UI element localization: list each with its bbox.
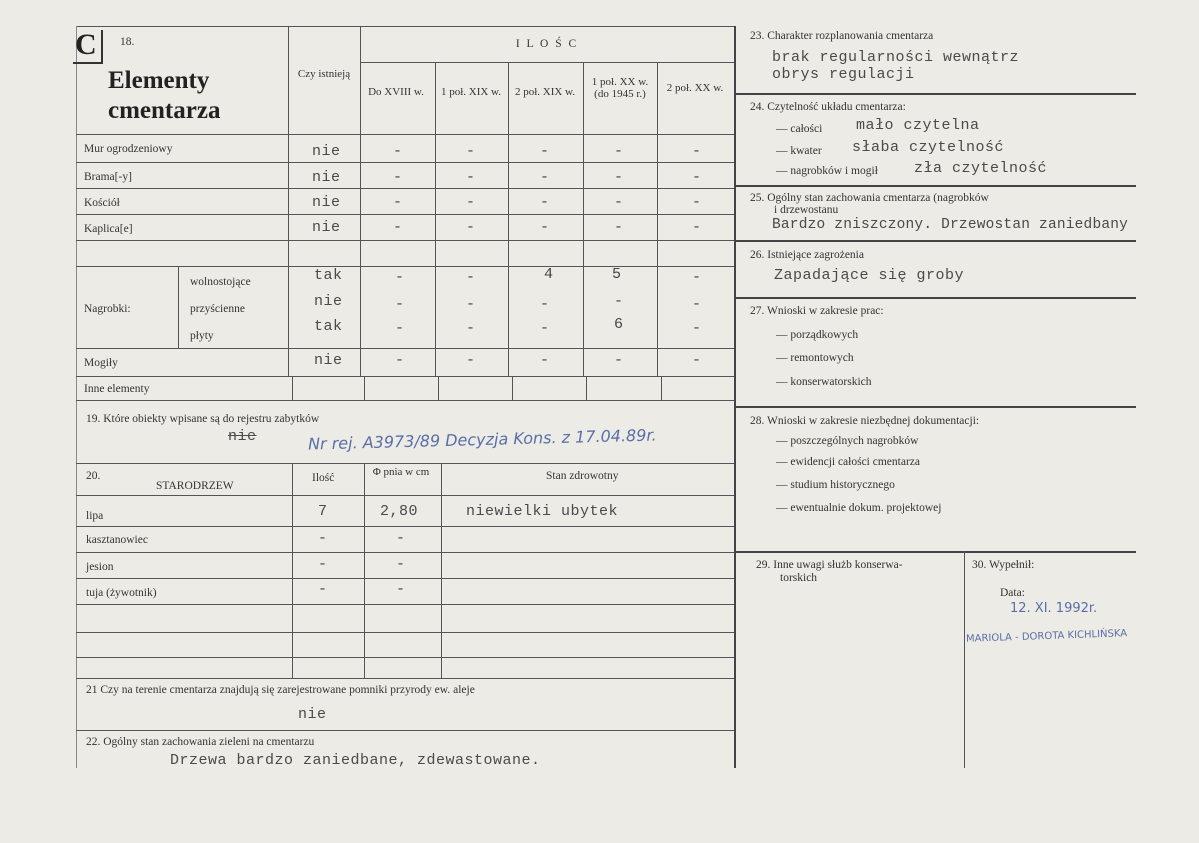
section-20-title: STARODRZEW [156, 480, 234, 492]
section-24-item-3-value: zła czytelność [914, 160, 1048, 177]
val: - [393, 143, 403, 160]
section-27-item-1: — porządkowych [776, 329, 859, 341]
row-label: Kaplica[e] [84, 223, 133, 235]
top-border [76, 26, 734, 27]
title-line-2: cmentarza [108, 97, 221, 124]
section-29-label-2: torskich [780, 572, 818, 584]
col-diameter: Φ pnia w cm [372, 466, 430, 478]
val: - [614, 352, 624, 369]
val: - [692, 352, 702, 369]
section-23-label: 23. Charakter rozplanowania cmentarza [750, 30, 934, 42]
section-27-item-2: — remontowych [776, 352, 854, 364]
period-4: 1 poł. XX w. (do 1945 r.) [591, 76, 649, 100]
val: - [614, 219, 624, 236]
exists-value: tak [314, 267, 343, 284]
section-24-item-3-label: — nagrobków i mogił [776, 165, 878, 177]
tree-count: - [318, 530, 328, 547]
center-divider [734, 26, 736, 768]
section-19-label: 19. Które obiekty wpisane są do rejestru zabytków [86, 413, 320, 425]
val: - [466, 143, 476, 160]
section-26-label: 26. Istniejące zagrożenia [750, 249, 864, 261]
section-25-value: Bardzo zniszczony. Drzewostan zaniedbany [772, 217, 1129, 233]
section-24-item-1-label: — całości [776, 123, 823, 135]
val: - [466, 219, 476, 236]
section-30-signature: MARIOLA - DOROTA KICHLIŃSKA [965, 628, 1128, 645]
tree-name: jesion [86, 561, 114, 573]
section-28-label: 28. Wnioski w zakresie niezbędnej dokumentacji: [750, 415, 980, 427]
section-24-label: 24. Czytelność układu cmentarza: [750, 101, 906, 113]
val: - [466, 320, 476, 337]
section-30-date: 12. XI. 1992r. [1010, 601, 1098, 616]
exists-value: tak [314, 318, 343, 335]
col-ilosc: I L O Ś C [515, 38, 579, 50]
col-count: Ilość [312, 472, 335, 484]
val: - [692, 169, 702, 186]
section-28-item-3: — studium historycznego [776, 479, 895, 491]
tree-count: - [318, 581, 328, 598]
val: - [540, 169, 550, 186]
section-21-value: nie [298, 706, 327, 723]
tree-health: niewielki ubytek [466, 503, 619, 520]
val: - [540, 143, 550, 160]
section-20-number: 20. [86, 470, 101, 482]
period-1: Do XVIII w. [368, 86, 424, 98]
val: - [395, 296, 405, 313]
val: 5 [612, 266, 622, 283]
exists-value: nie [314, 293, 343, 310]
section-26-value: Zapadające się groby [774, 267, 965, 284]
val: - [692, 219, 702, 236]
section-27-label: 27. Wnioski w zakresie prac: [750, 305, 884, 317]
card-letter-box [73, 30, 103, 64]
val: - [395, 269, 405, 286]
section-27-item-3: — konserwatorskich [776, 376, 872, 388]
section-19-handwritten: Nr rej. A3973/89 Decyzja Kons. z 17.04.89r. [307, 425, 657, 454]
tree-diameter: - [396, 556, 406, 573]
val: - [614, 169, 624, 186]
tree-count: - [318, 556, 328, 573]
val: - [466, 194, 476, 211]
val: - [614, 293, 624, 310]
section-30-label: 30. Wypełnił: [972, 559, 1035, 571]
val: - [540, 352, 550, 369]
section-23-line-2: obrys regulacji [772, 66, 915, 83]
period-5: 2 poł. XX w. [666, 82, 724, 94]
val: - [395, 320, 405, 337]
val: - [614, 143, 624, 160]
title-line-1: Elementy [108, 67, 210, 94]
section-22-value: Drzewa bardzo zaniedbane, zdewastowane. [170, 752, 541, 769]
section-23-line-1: brak regularności wewnątrz [772, 49, 1020, 66]
section-24-item-2-value: słaba czytelność [852, 139, 1005, 156]
tree-name: kasztanowiec [86, 534, 148, 546]
val: - [466, 169, 476, 186]
section-18-number: 18. [120, 36, 135, 48]
section-22-label: 22. Ogólny stan zachowania zieleni na cmentarzu [86, 736, 315, 748]
section-30-date-label: Data: [1000, 587, 1025, 599]
section-28-item-1: — poszczególnych nagrobków [776, 435, 919, 447]
val: - [466, 296, 476, 313]
section-28-item-4: — ewentualnie dokum. projektowej [776, 502, 942, 514]
exists-value: nie [312, 194, 341, 211]
card-letter: C [75, 28, 97, 61]
exists-value: nie [312, 143, 341, 160]
val: - [466, 352, 476, 369]
val: - [540, 320, 550, 337]
val: - [692, 296, 702, 313]
row-label: Mogiły [84, 357, 118, 369]
period-2: 1 poł. XIX w. [440, 86, 502, 98]
val: - [540, 219, 550, 236]
tree-name: lipa [86, 510, 104, 522]
row-label: Kościół [84, 197, 120, 209]
section-25-label-2: i drzewostanu [774, 204, 839, 216]
exists-value: nie [314, 352, 343, 369]
section-18-title [108, 66, 220, 126]
exists-value: nie [312, 219, 341, 236]
exists-value: nie [312, 169, 341, 186]
val: - [540, 194, 550, 211]
section-21-label: 21 Czy na terenie cmentarza znajdują się zarejestrowane pomniki przyrody ew. aleje [86, 684, 475, 696]
period-3: 2 poł. XIX w. [514, 86, 576, 98]
val: 6 [614, 316, 624, 333]
tree-diameter: - [396, 530, 406, 547]
section-24-item-1-value: mało czytelna [856, 117, 980, 134]
row-label: przyścienne [190, 303, 245, 315]
tree-diameter: 2,80 [380, 503, 419, 520]
val: - [393, 219, 403, 236]
val: - [393, 169, 403, 186]
val: - [692, 194, 702, 211]
inne-elementy-label: Inne elementy [84, 383, 150, 395]
nagrobki-label: Nagrobki: [84, 303, 131, 315]
val: - [614, 194, 624, 211]
row-label: wolnostojące [190, 276, 251, 288]
section-25-label-1: 25. Ogólny stan zachowania cmentarza (nagrobków [750, 192, 989, 204]
val: - [393, 194, 403, 211]
row-label: Mur ogrodzeniowy [84, 143, 173, 155]
row-label: Brama[-y] [84, 171, 132, 183]
tree-name: tuja (żywotnik) [86, 587, 157, 599]
val: - [540, 296, 550, 313]
col-exists: Czy istnieją [297, 68, 351, 80]
tree-count: 7 [318, 503, 328, 520]
row-label: płyty [190, 330, 214, 342]
val: - [692, 269, 702, 286]
section-29-label-1: 29. Inne uwagi służb konserwa- [756, 559, 903, 571]
col-health: Stan zdrowotny [546, 470, 619, 482]
val: - [692, 320, 702, 337]
section-28-item-2: — ewidencji całości cmentarza [776, 456, 920, 468]
tree-diameter: - [396, 581, 406, 598]
section-24-item-2-label: — kwater [776, 145, 822, 157]
val: - [395, 352, 405, 369]
val: 4 [544, 266, 554, 283]
section-19-typed: nie [228, 428, 257, 445]
val: - [692, 143, 702, 160]
val: - [466, 269, 476, 286]
